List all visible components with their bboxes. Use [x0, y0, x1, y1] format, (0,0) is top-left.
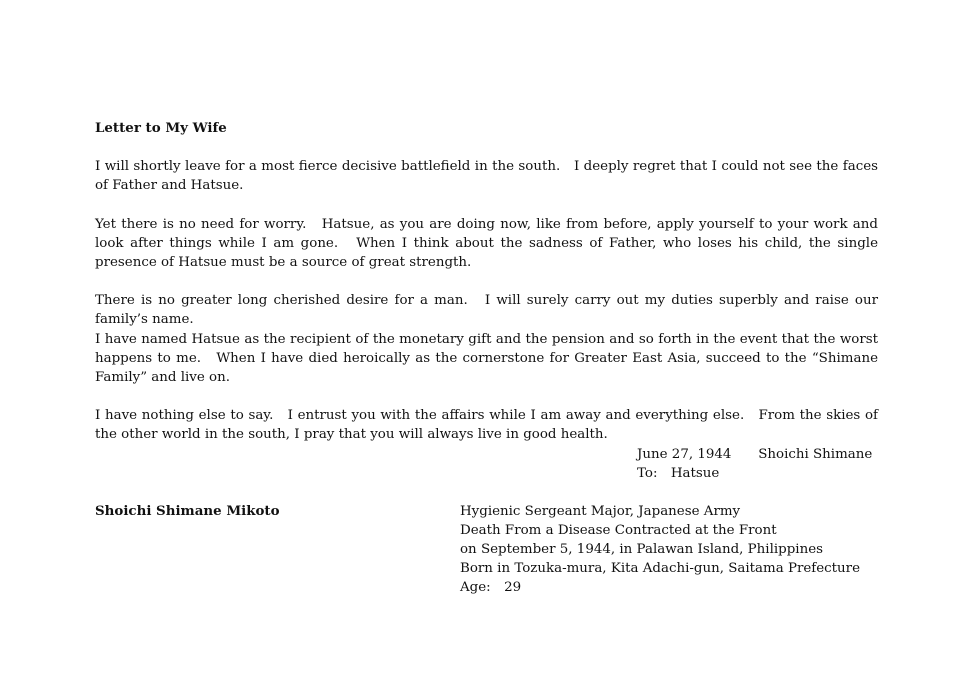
letter-page: [95, 119, 878, 598]
letter-title: Letter to My Wife: [95, 120, 227, 136]
author-name: Shoichi Shimane Mikoto: [95, 502, 280, 519]
author-footer: [95, 502, 878, 598]
paragraph-2: Yet there is no need for worry. Hatsue, as you are doing now, like from before, apply yourself to your work and look after things while I am gone. When I think about the sadness of Father, who loses his child, the single presence of Hatsue must be a source of great strength.: [95, 216, 878, 271]
paragraph-5: I have nothing else to say. I entrust you with the affairs while I am away and everything else. From the skies of the other world in the south, I pray that you will always live in good health.: [95, 408, 878, 443]
paragraph-3: There is no greater long cherished desire for a man. I will surely carry out my duties superbly and raise our family’s name.: [95, 293, 878, 328]
detail-date-place: on September 5, 1944, in Palawan Island, Philippines: [460, 542, 824, 558]
letter-signoff: [95, 445, 878, 483]
detail-age: Age: 29: [460, 580, 522, 596]
signoff-date-signature: June 27, 1944 Shoichi Shimane: [637, 446, 873, 462]
detail-rank: Hygienic Sergeant Major, Japanese Army: [460, 503, 741, 519]
paragraph-4: I have named Hatsue as the recipient of the monetary gift and the pension and so forth in the event that the worst happens to me. When I have died heroically as the cornerstone for Greater East Asia, succeed to the “Shimane Family” and live on.: [95, 331, 878, 386]
signoff-recipient: To: Hatsue: [637, 465, 720, 481]
author-details: [460, 502, 860, 598]
detail-death: Death From a Disease Contracted at the Front: [460, 522, 777, 538]
detail-birthplace: Born in Tozuka-mura, Kita Adachi-gun, Saitama Prefecture: [460, 561, 861, 577]
paragraph-1: I will shortly leave for a most fierce decisive battlefield in the south. I deeply regret that I could not see the faces of Father and Hatsue.: [95, 159, 878, 194]
